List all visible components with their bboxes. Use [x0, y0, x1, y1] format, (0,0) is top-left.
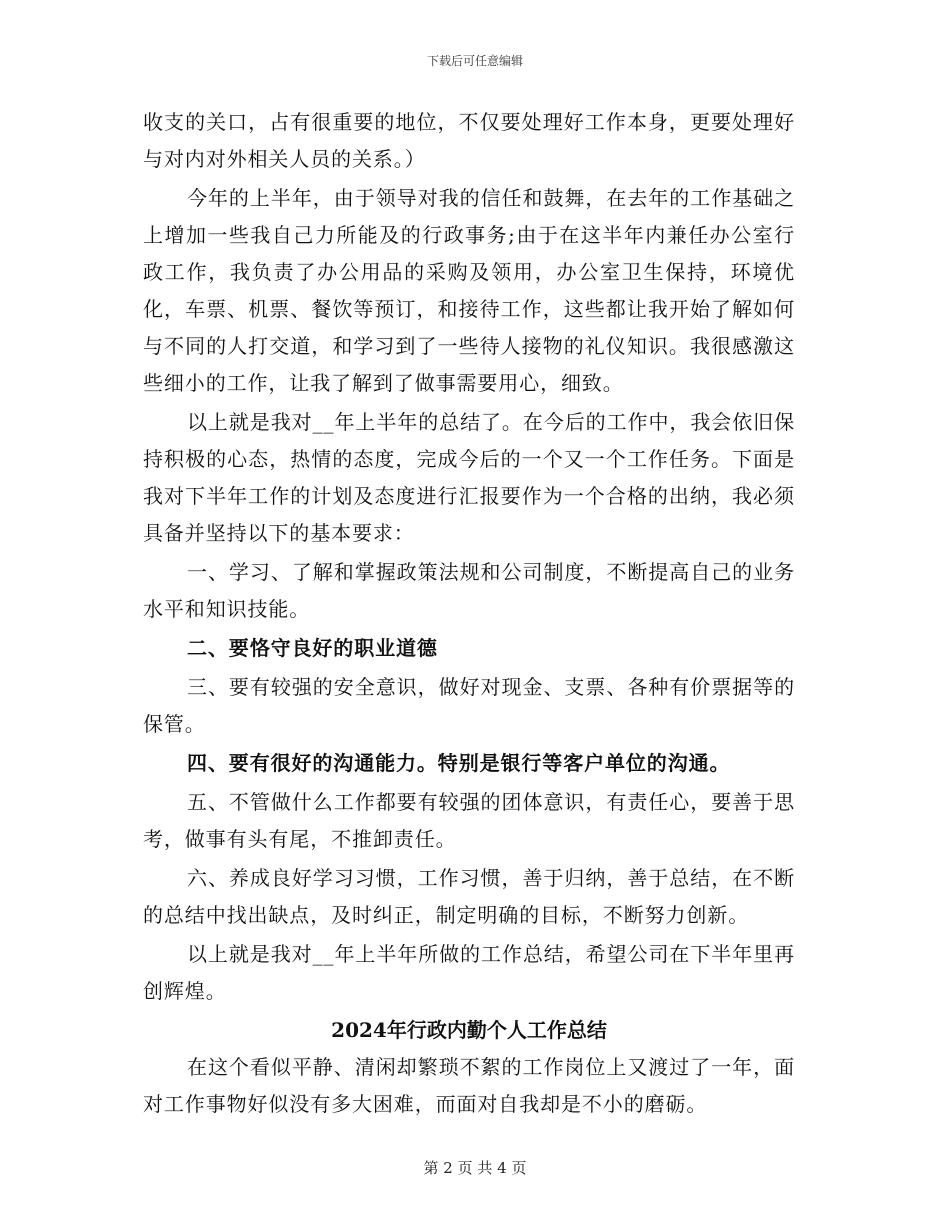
section-title: 2024年行政内勤个人工作总结: [331, 1018, 607, 1042]
paragraph-conclusion-plan: 以上就是我对__年上半年的总结了。在今后的工作中，我会依旧保持积极的心态，热情的态度，完成今后的一个又一个工作任务。下面是我对下半年工作的计划及态度进行汇报要作为一个合格的出纳，我必须具备并坚持以下的基本要求：: [143, 410, 795, 545]
page-footer: 第 2 页 共 4 页: [423, 1159, 527, 1177]
paragraph-continuation: 收支的关口，占有很重要的地位，不仅要处理好工作本身，更要处理好与对内对外相关人员的关系。）: [143, 110, 795, 171]
requirement-item-3: 三、要有较强的安全意识，做好对现金、支票、各种有价票据等的保管。: [143, 675, 795, 736]
requirement-item-6: 六、养成良好学习习惯，工作习惯，善于归纳，善于总结，在不断的总结中找出缺点，及时纠正，制定明确的目标，不断努力创新。: [143, 866, 795, 927]
document-body: [143, 104, 795, 1123]
section-paragraph: 在这个看似平静、清闲却繁琐不絮的工作岗位上又渡过了一年，面对工作事物好似没有多大困难，而面对自我却是不小的磨砺。: [143, 1055, 795, 1116]
paragraph-first-half-summary: 今年的上半年，由于领导对我的信任和鼓舞，在去年的工作基础之上增加一些我自己力所能及的行政事务;由于在这半年内兼任办公室行政工作，我负责了办公用品的采购及领用，办公室卫生保持，环境优化，车票、机票、餐饮等预订，和接待工作，这些都让我开始了解如何与不同的人打交道，和学习到了一些待人接物的礼仪知识。我很感激这些细小的工作，让我了解到了做事需要用心，细致。: [143, 186, 795, 395]
requirement-item-4: 四、要有很好的沟通能力。特别是银行等客户单位的沟通。: [187, 751, 731, 775]
requirement-item-5: 五、不管做什么工作都要有较强的团体意识，有责任心，要善于思考，做事有头有尾，不推卸责任。: [143, 790, 795, 851]
paragraph-closing: 以上就是我对__年上半年所做的工作总结，希望公司在下半年里再创辉煌。: [143, 942, 795, 1003]
requirement-item-2: 二、要恪守良好的职业道德: [187, 636, 438, 660]
page-header: 下载后可任意编辑: [426, 54, 523, 68]
requirement-item-1: 一、学习、了解和掌握政策法规和公司制度，不断提高自己的业务水平和知识技能。: [143, 560, 795, 621]
